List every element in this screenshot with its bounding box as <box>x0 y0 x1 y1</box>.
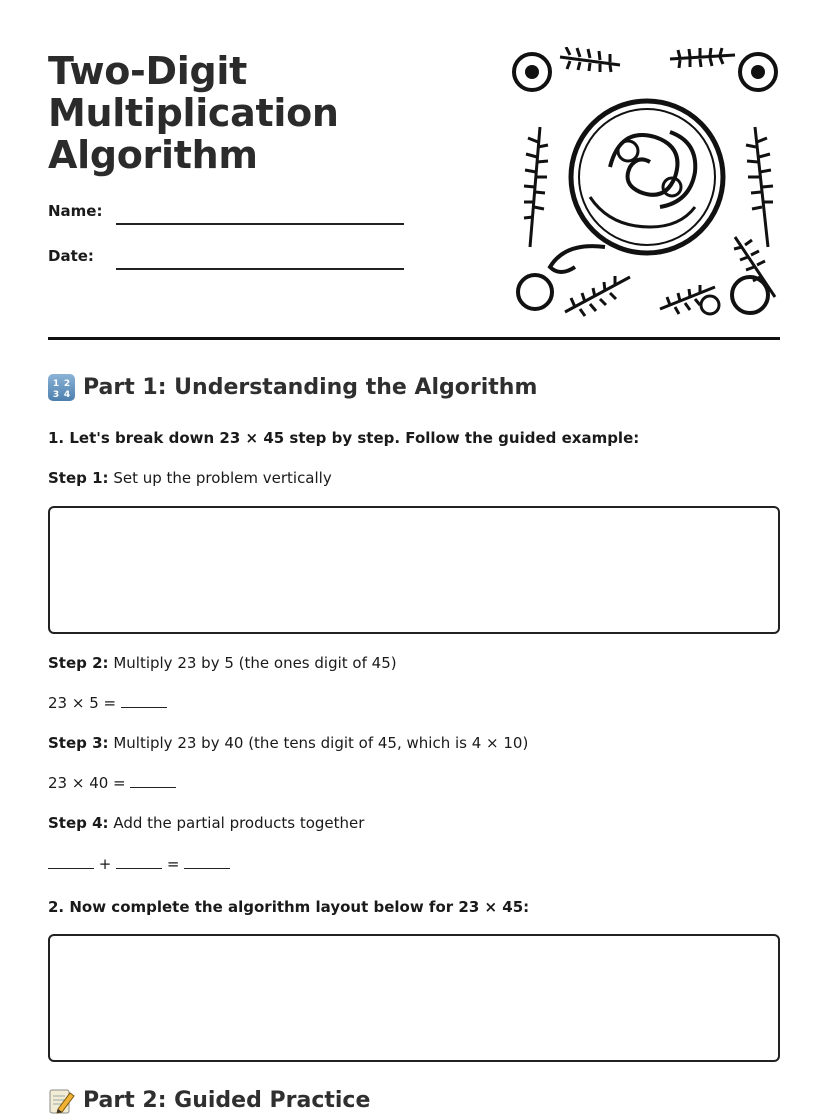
step-label: Step 4: <box>48 814 109 832</box>
title-line: Two-Digit <box>48 49 247 93</box>
step1-answer-box[interactable] <box>48 506 780 634</box>
svg-text:3: 3 <box>52 390 60 400</box>
name-field[interactable] <box>116 223 404 225</box>
step-text: Set up the problem vertically <box>113 469 332 487</box>
step-1 <box>48 469 332 487</box>
step-2 <box>48 654 397 672</box>
plus-sign: + <box>98 855 112 873</box>
question-1: 1. Let's break down 23 × 45 step by step. Follow the guided example: <box>48 429 640 447</box>
date-field[interactable] <box>116 268 404 270</box>
answer-blank[interactable] <box>116 855 162 869</box>
equation-text: 23 × 40 = <box>48 774 126 792</box>
step3-equation <box>48 774 176 792</box>
equals-sign: = <box>166 855 180 873</box>
step2-equation <box>48 694 167 712</box>
memo-pencil-icon <box>48 1087 75 1114</box>
svg-text:2: 2 <box>63 379 71 389</box>
part2-heading <box>48 1087 370 1114</box>
title-line: Multiplication <box>48 91 339 135</box>
step-text: Multiply 23 by 5 (the ones digit of 45) <box>113 654 397 672</box>
part1-heading-text: Part 1: Understanding the Algorithm <box>83 375 538 400</box>
decorative-fern-illustration <box>510 47 780 318</box>
step-text: Multiply 23 by 40 (the tens digit of 45, which is 4 × 10) <box>113 734 529 752</box>
step-4 <box>48 814 364 832</box>
date-label: Date: <box>48 247 94 265</box>
step-text: Add the partial products together <box>113 814 365 832</box>
header-divider <box>48 337 780 340</box>
svg-text:4: 4 <box>63 390 71 400</box>
svg-text:1: 1 <box>52 379 60 389</box>
equation-text: 23 × 5 = <box>48 694 117 712</box>
answer-blank[interactable] <box>121 694 167 708</box>
part1-heading <box>48 374 537 401</box>
title-line: Algorithm <box>48 133 258 177</box>
page-title <box>48 50 339 176</box>
answer-blank[interactable] <box>184 855 230 869</box>
question-2: 2. Now complete the algorithm layout below for 23 × 45: <box>48 898 530 916</box>
answer-blank[interactable] <box>130 774 176 788</box>
algorithm-layout-box[interactable] <box>48 934 780 1062</box>
numbers-1234-icon <box>48 374 75 401</box>
step-label: Step 2: <box>48 654 109 672</box>
step-label: Step 3: <box>48 734 109 752</box>
answer-blank[interactable] <box>48 855 94 869</box>
step-label: Step 1: <box>48 469 109 487</box>
step-3 <box>48 734 528 752</box>
part2-heading-text: Part 2: Guided Practice <box>83 1088 371 1113</box>
step4-equation <box>48 855 230 873</box>
name-label: Name: <box>48 202 103 220</box>
